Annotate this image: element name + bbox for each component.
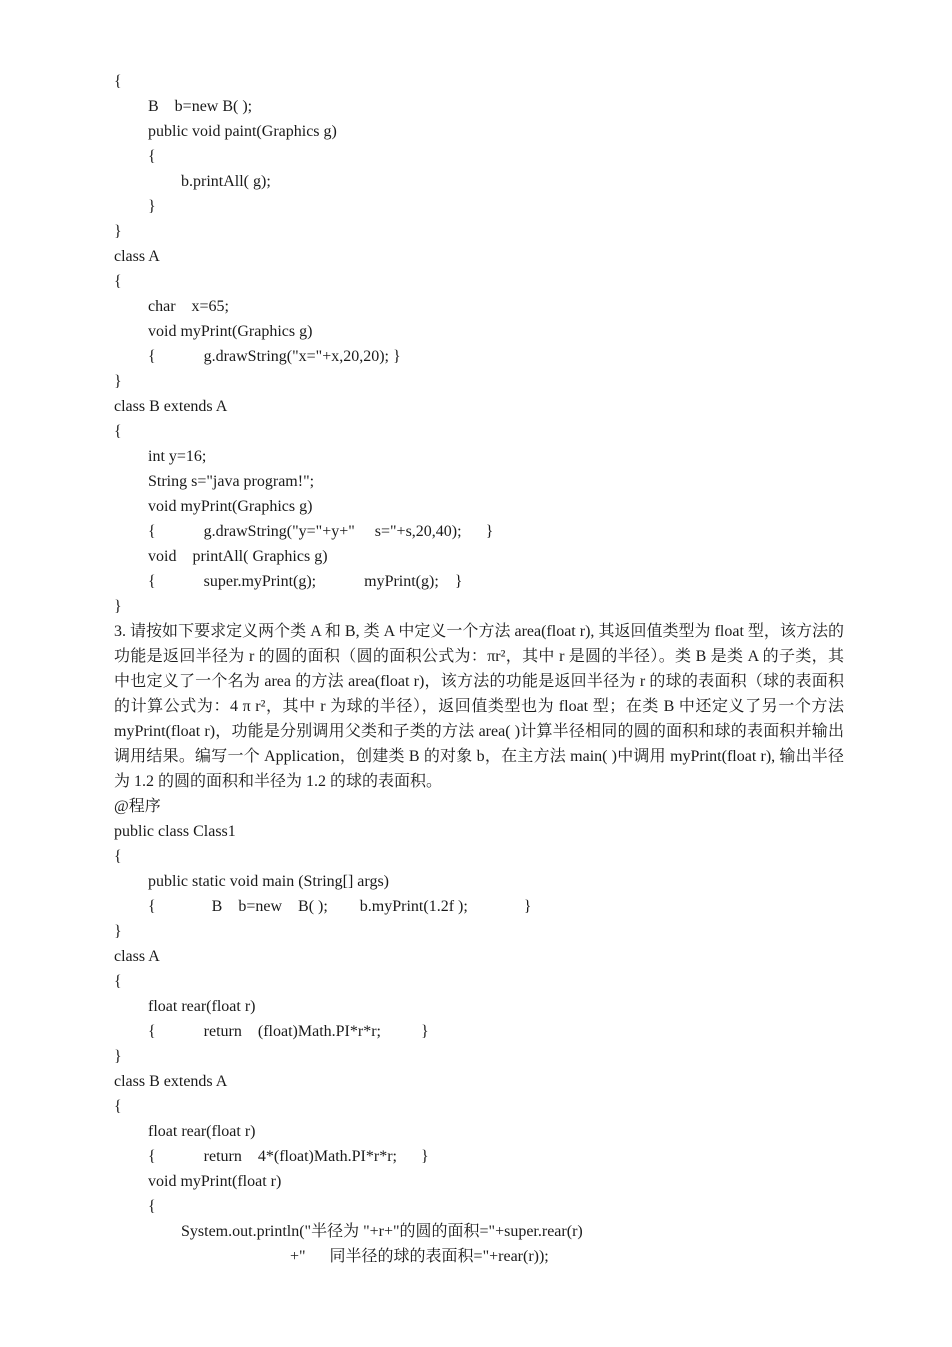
code-line: { g.drawString("x="+x,20,20); } bbox=[148, 348, 401, 365]
code-line: int y=16; bbox=[148, 448, 207, 465]
code-line: { B b=new B( ); b.myPrint(1.2f ); } bbox=[148, 898, 532, 915]
code-line: class B extends A bbox=[114, 398, 228, 415]
code-line: +" 同半径的球的表面积="+rear(r)); bbox=[290, 1248, 549, 1265]
code-line: { bbox=[114, 73, 122, 90]
code-line: class A bbox=[114, 248, 160, 265]
code-line: { return (float)Math.PI*r*r; } bbox=[148, 1023, 429, 1040]
code-line: void printAll( Graphics g) bbox=[148, 548, 328, 565]
code-line: char x=65; bbox=[148, 298, 229, 315]
code-line: } bbox=[114, 223, 122, 240]
code-line: B b=new B( ); bbox=[148, 98, 253, 115]
code-line: public class Class1 bbox=[114, 823, 236, 840]
code-line: { bbox=[148, 148, 156, 165]
code-line: { bbox=[148, 1198, 156, 1215]
code-line: } bbox=[148, 198, 156, 215]
code-line: } bbox=[114, 598, 122, 615]
code-line: { bbox=[114, 848, 122, 865]
code-line: float rear(float r) bbox=[148, 998, 256, 1015]
code-line: { bbox=[114, 973, 122, 990]
code-line: System.out.println("半径为 "+r+"的圆的面积="+super.rear(r) bbox=[181, 1223, 583, 1240]
code-line: public static void main (String[] args) bbox=[148, 873, 389, 890]
code-line: { bbox=[114, 1098, 122, 1115]
code-line: void myPrint(Graphics g) bbox=[148, 498, 313, 515]
code-line: { bbox=[114, 273, 122, 290]
code-line: void myPrint(float r) bbox=[148, 1173, 282, 1190]
code-line: class A bbox=[114, 948, 160, 965]
code-line: } bbox=[114, 1048, 122, 1065]
code-line: } bbox=[114, 923, 122, 940]
code-line: float rear(float r) bbox=[148, 1123, 256, 1140]
code-line: { return 4*(float)Math.PI*r*r; } bbox=[148, 1148, 429, 1165]
code-line: class B extends A bbox=[114, 1073, 228, 1090]
code-line: String s="java program!"; bbox=[148, 473, 315, 490]
code-line: b.printAll( g); bbox=[181, 173, 271, 190]
code-line: { super.myPrint(g); myPrint(g); } bbox=[148, 573, 463, 590]
question-3-text: 3. 请按如下要求定义两个类 A 和 B, 类 A 中定义一个方法 area(float r), 其返回值类型为 float 型，该方法的功能是返回半径为 r 的圆的面积（圆的面积公式为：πr²，其中 r 是圆的半径）。类 B 是类 A 的子类，其中也定义了一个名为 area 的方法 area(float r)，该方法的功能是返回半径为 r 的球的表面积（球的表面积的计算公式为：4 π r²，其中 r 为球的半径），返回值类型也为 float 型；在类 B 中还定义了另一个方法 myPrint(float r)，功能是分别调用父类和子类的方法 area( )计算半径相同的圆的面积和球的表面积并输出调用结果。编写一个 Application，创建类 B 的对象 b，在主方法 main( )中调用 myPrint(float r), 输出半径为 1.2 的圆的面积和半径为 1.2 的球的表面积。 bbox=[114, 623, 844, 790]
code-line: void myPrint(Graphics g) bbox=[148, 323, 313, 340]
code-line: { g.drawString("y="+y+" s="+s,20,40); } bbox=[148, 523, 494, 540]
code-line: public void paint(Graphics g) bbox=[148, 123, 337, 140]
code-line: } bbox=[114, 373, 122, 390]
program-label: @程序 bbox=[114, 798, 161, 815]
code-line: { bbox=[114, 423, 122, 440]
